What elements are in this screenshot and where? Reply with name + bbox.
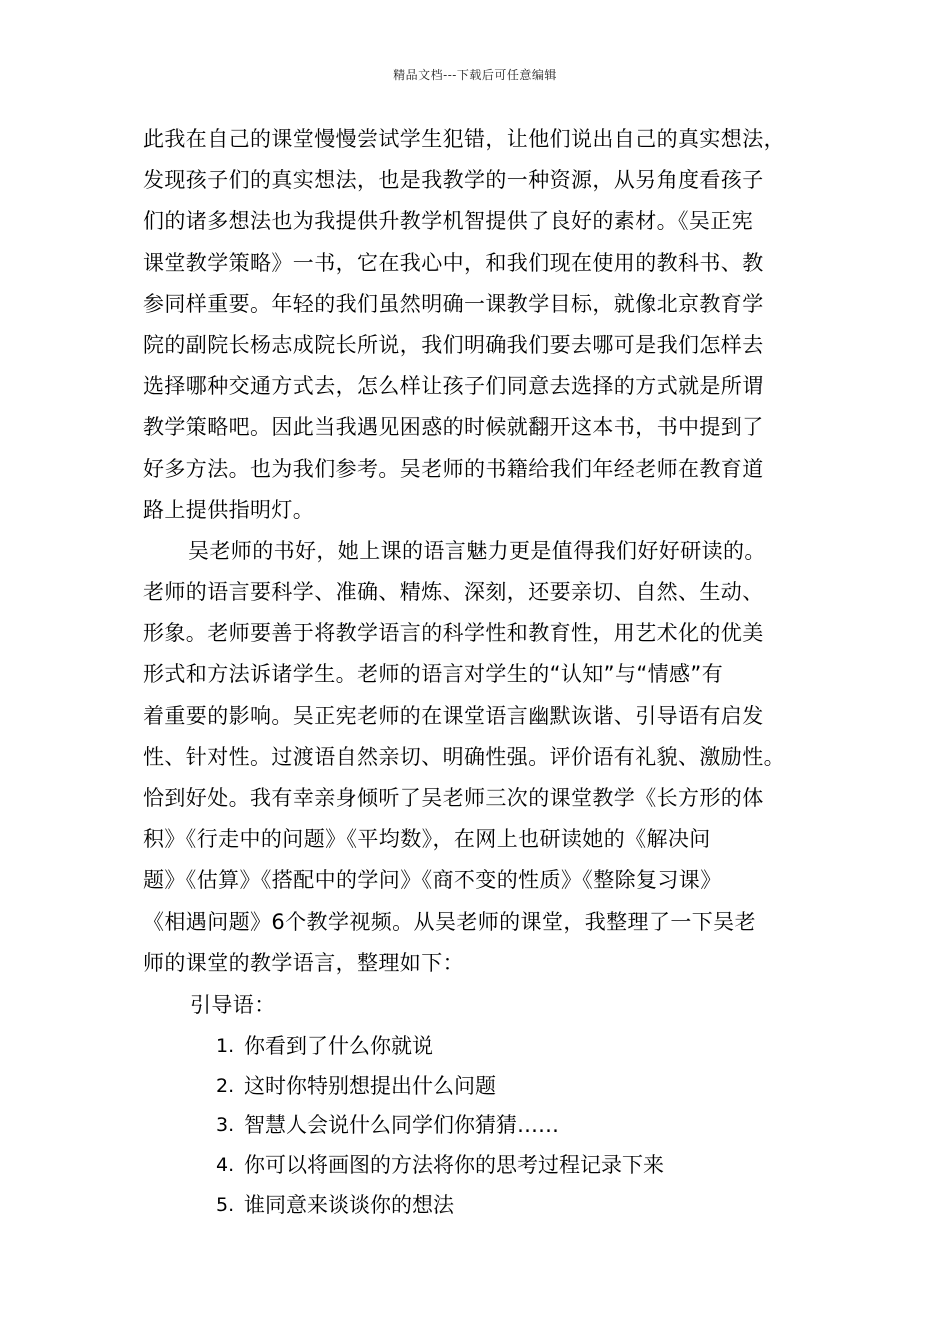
text-line: 形象。老师要善于将教学语言的科学性和教育性，用艺术化的优美 [143, 621, 764, 646]
text-line: 路上提供指明灯。 [143, 497, 315, 522]
text-line: 性、针对性。过渡语自然亲切、明确性强。评价语有礼貌、激励性。 [143, 744, 785, 769]
text-line: 题》《估算》《搭配中的学问》《商不变的性质》《整除复习课》 [143, 868, 722, 893]
paragraph-2 [143, 531, 811, 984]
text-line: 院的副院长杨志成院长所说，我们明确我们要去哪可是我们怎样去 [143, 332, 764, 357]
list-item [143, 1027, 811, 1067]
text-line: 形式和方法诉诸学生。老师的语言对学生的“认知”与“情感”有 [143, 662, 724, 687]
list-text: 你可以将画图的方法将你的思考过程记录下来 [244, 1152, 664, 1177]
text-line: 们的诸多想法也为我提供升教学机智提供了良好的素材。《吴正宪 [143, 209, 754, 234]
text-line: 吴老师的书好，她上课的语言魅力更是值得我们好好研读的。 [188, 538, 766, 563]
text-line: 老师的语言要科学、准确、精炼、深刻，还要亲切、自然、生动、 [143, 580, 764, 605]
list-number: 3. [216, 1114, 235, 1137]
list-number: 2. [216, 1074, 235, 1097]
page-header: 精品文档---下载后可任意编辑 [393, 68, 557, 82]
text-line: 教学策略吧。因此当我遇见困惑的时候就翻开这本书，书中提到了 [143, 415, 764, 440]
list-number: 5. [216, 1193, 235, 1216]
list-text: 这时你特别想提出什么问题 [244, 1073, 496, 1098]
text-line: 选择哪种交通方式去，怎么样让孩子们同意去选择的方式就是所谓 [143, 374, 764, 399]
numbered-list [143, 1027, 811, 1225]
subheading: 引导语： [190, 992, 276, 1017]
list-number: 1. [216, 1035, 235, 1058]
text-line: 恰到好处。我有幸亲身倾听了吴老师三次的课堂教学《长方形的体 [143, 786, 764, 810]
list-number: 4. [216, 1153, 235, 1176]
list-text: 你看到了什么你就说 [244, 1034, 433, 1059]
text-line: 参同样重要。年轻的我们虽然明确一课教学目标，就像北京教育学 [143, 291, 764, 316]
text-line: 师的课堂的教学语言，整理如下： [143, 950, 464, 975]
list-item [143, 1146, 811, 1186]
text-line: 着重要的影响。吴正宪老师的在课堂语言幽默诙谐、引导语有启发 [143, 703, 764, 728]
list-item [143, 1106, 811, 1146]
paragraph-1 [143, 119, 811, 531]
text-line: 此我在自己的课堂慢慢尝试学生犯错，让他们说出自己的真实想法， [143, 127, 785, 151]
list-item [143, 1067, 811, 1107]
list-text: 谁同意来谈谈你的想法 [244, 1192, 454, 1217]
text-line: 积》《行走中的问题》《平均数》，在网上也研读她的《解决问 [143, 827, 711, 852]
text-line: 好多方法。也为我们参考。吴老师的书籍给我们年经老师在教育道 [143, 456, 764, 481]
document-body [143, 119, 811, 1225]
text-line: 发现孩子们的真实想法，也是我教学的一种资源，从另角度看孩子 [143, 168, 764, 193]
text-line: 课堂教学策略》一书，它在我心中，和我们现在使用的教科书、教 [143, 250, 764, 275]
list-text: 智慧人会说什么同学们你猜猜…… [244, 1113, 559, 1138]
text-line: 《相遇问题》6个教学视频。从吴老师的课堂，我整理了一下吴老 [143, 909, 756, 934]
list-item [143, 1186, 811, 1226]
